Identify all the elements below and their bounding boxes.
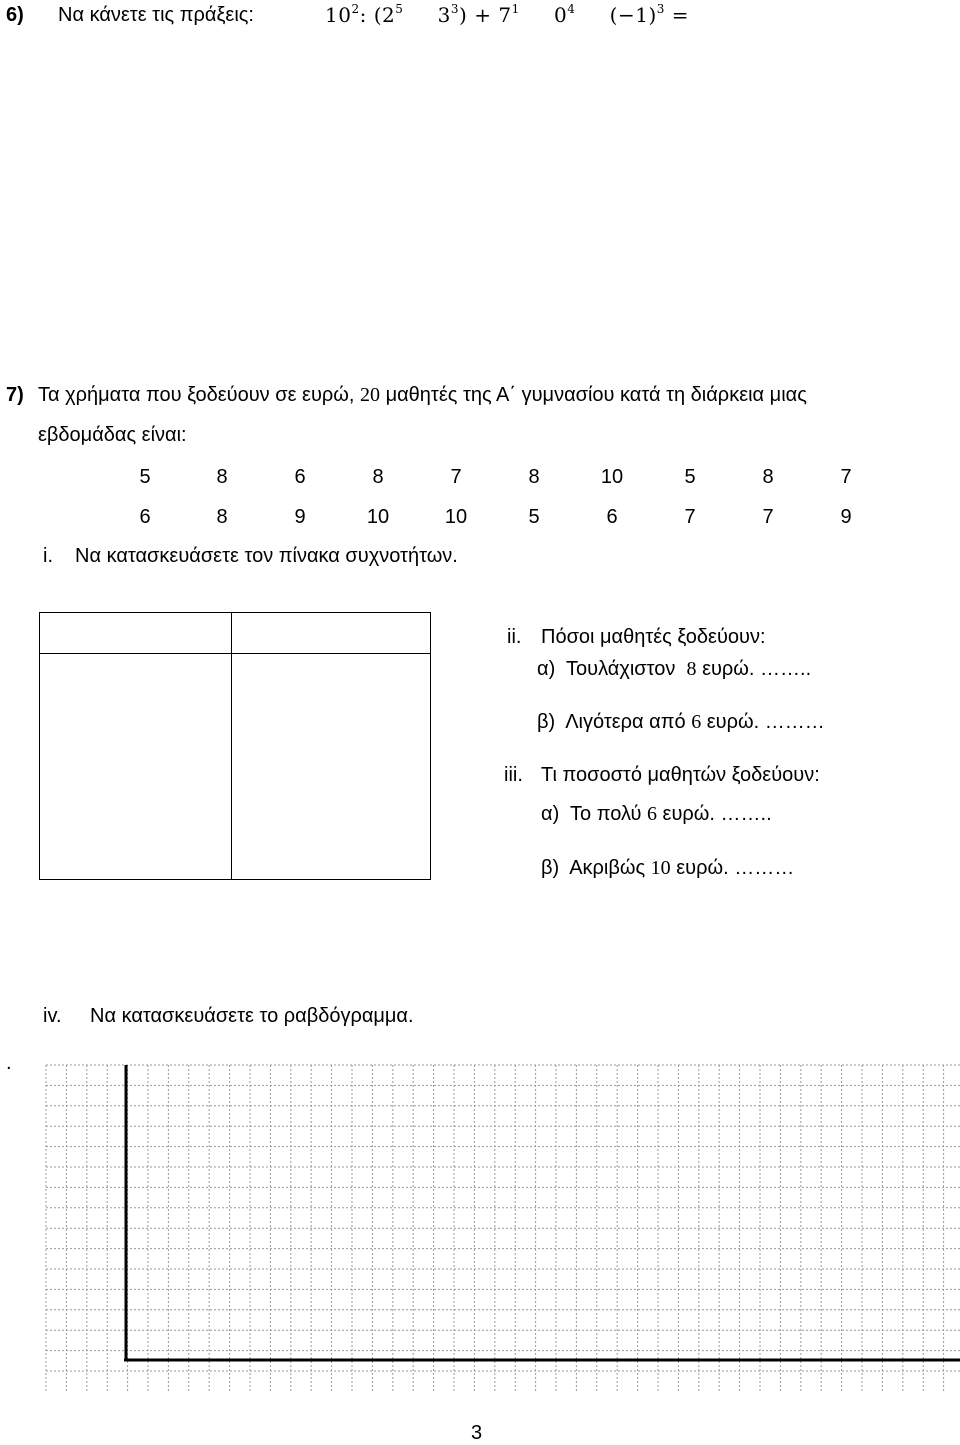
data-value: 5 [139, 466, 151, 488]
data-value: 10 [600, 466, 624, 488]
part-i-label: i. [43, 545, 53, 567]
data-value: 8 [216, 506, 228, 528]
data-value: 7 [684, 506, 696, 528]
answer-blank: ……… [734, 857, 795, 879]
part-iv-label: iv. [43, 1005, 62, 1027]
part-ii-a: α) Τουλάχιστον 8 ευρώ. …….. [537, 658, 812, 680]
data-value: 5 [684, 466, 696, 488]
data-value: 8 [372, 466, 384, 488]
part-iii-b: β) Ακριβώς 10 ευρώ. ……… [541, 857, 795, 879]
part-ii-text: Πόσοι μαθητές ξοδεύουν: [541, 626, 766, 648]
part-ii-b: β) Λιγότερα από 6 ευρώ. ……… [537, 711, 825, 733]
data-value: 8 [216, 466, 228, 488]
data-value: 9 [840, 506, 852, 528]
q6-number: 6) [6, 4, 24, 26]
frequency-table-header-divider [40, 653, 430, 654]
data-value: 7 [762, 506, 774, 528]
data-value: 10 [366, 506, 390, 528]
frequency-table [39, 612, 431, 880]
data-value: 8 [762, 466, 774, 488]
q7-intro-line-1: Τα χρήματα που ξοδεύουν σε ευρώ, 20 μαθητές της Α΄ γυμνασίου κατά τη διάρκεια μιας [38, 384, 807, 406]
q6-expression: $10^2$: ($2^5$ $3^3) + 7^1$ $0^4$ $(-1)^3$ = [325, 2, 690, 27]
q7-number: 7) [6, 384, 24, 406]
part-i-text: Να κατασκευάσετε τον πίνακα συχνοτήτων. [75, 545, 458, 567]
stray-dot: . [6, 1052, 12, 1074]
part-ii-label: ii. [507, 626, 522, 648]
answer-blank: …….. [760, 658, 812, 680]
data-value: 6 [139, 506, 151, 528]
data-value: 7 [450, 466, 462, 488]
data-value: 6 [294, 466, 306, 488]
q7-intro-line-2: εβδομάδας είναι: [38, 424, 187, 446]
answer-blank: …….. [720, 803, 772, 825]
answer-blank: ……… [764, 711, 825, 733]
part-iii-text: Τι ποσοστό μαθητών ξοδεύουν: [541, 764, 820, 786]
data-value: 6 [606, 506, 618, 528]
q6-text: Να κάνετε τις πράξεις: [58, 4, 254, 26]
data-value: 5 [528, 506, 540, 528]
frequency-table-column-divider [231, 613, 232, 879]
data-value: 8 [528, 466, 540, 488]
part-iv-text: Να κατασκευάσετε το ραβδόγραμμα. [90, 1005, 414, 1027]
part-iii-label: iii. [504, 764, 523, 786]
data-value: 10 [444, 506, 468, 528]
bar-chart-grid [0, 1055, 960, 1400]
page-number: 3 [471, 1422, 483, 1444]
part-iii-a: α) Το πολύ 6 ευρώ. …….. [541, 803, 772, 825]
data-value: 9 [294, 506, 306, 528]
data-value: 7 [840, 466, 852, 488]
